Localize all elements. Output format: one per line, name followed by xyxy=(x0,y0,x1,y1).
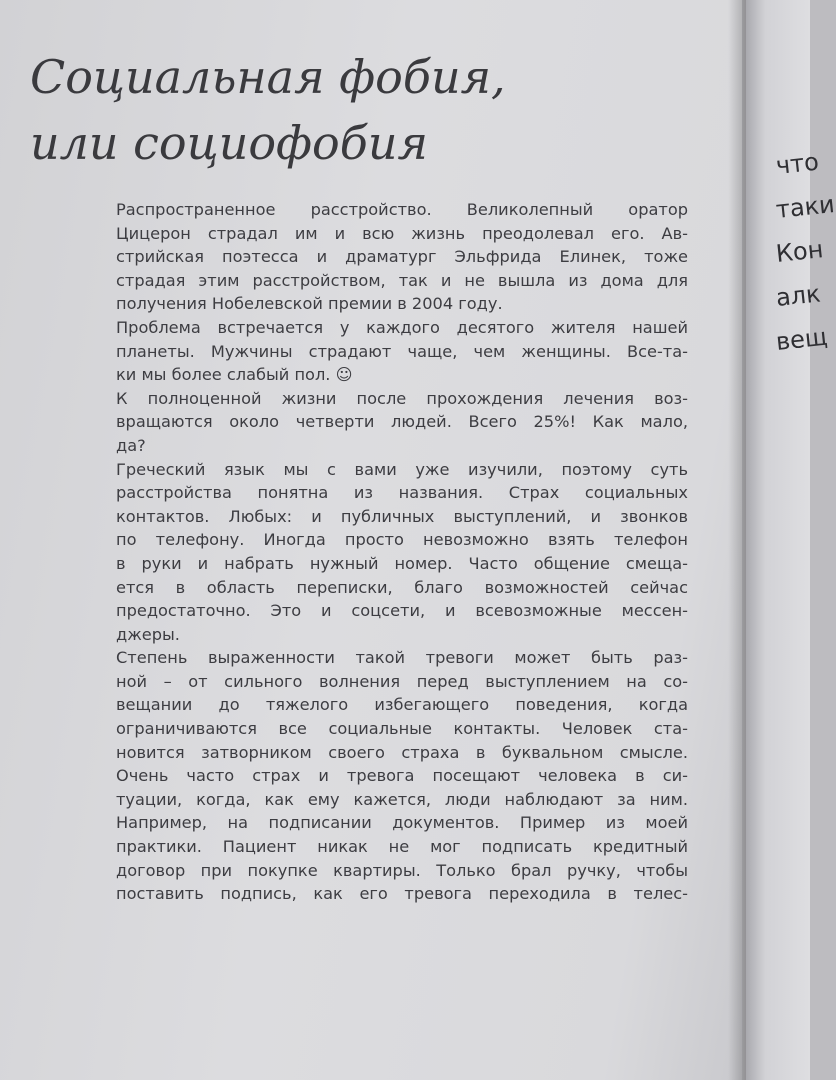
text-line: страдая этим расстройством, так и не вышла из дома для xyxy=(116,270,688,290)
text-line: да? xyxy=(116,435,146,455)
text-line: поставить подпись, как его тревога переходила в телес- xyxy=(116,884,688,904)
text-line: в руки и набрать нужный номер. Часто общение смеща- xyxy=(116,553,688,573)
text-line: практики. Пациент никак не мог подписать кредитный xyxy=(116,837,688,857)
text-line: контактов. Любых: и публичных выступлений, и звонков xyxy=(116,506,688,526)
right-page-fragment: Кон xyxy=(774,235,825,268)
text-line: ки мы более слабый пол. ☺ xyxy=(116,365,353,385)
text-line: Распространенное расстройство. Великолепный оратор xyxy=(116,200,688,219)
chapter-title xyxy=(30,44,720,176)
text-line: джеры. xyxy=(116,624,180,644)
text-line: новится затворником своего страха в буквальном смысле. xyxy=(116,742,688,762)
right-page-fragment: что xyxy=(774,147,821,180)
text-line: вращаются около четверти людей. Всего 25%! Как мало, xyxy=(116,412,688,432)
text-line: К полноценной жизни после прохождения лечения воз- xyxy=(116,388,688,408)
right-page-fragment: алк xyxy=(774,279,822,312)
text-line: Греческий язык мы с вами уже изучили, поэтому суть xyxy=(116,459,688,479)
text-line: получения Нобелевской премии в 2004 году. xyxy=(116,294,503,314)
text-line: Например, на подписании документов. Пример из моей xyxy=(116,813,688,833)
text-line: ной – от сильного волнения перед выступлением на со- xyxy=(116,671,688,691)
right-page xyxy=(746,0,836,1080)
text-line: по телефону. Иногда просто невозможно взять телефон xyxy=(116,530,688,550)
chapter-title-line-2: или социофобия xyxy=(30,116,428,170)
text-line: договор при покупке квартиры. Только брал ручку, чтобы xyxy=(116,860,688,880)
text-line: расстройства понятна из названия. Страх социальных xyxy=(116,483,688,503)
text-line: планеты. Мужчины страдают чаще, чем женщины. Все-та- xyxy=(116,341,688,361)
text-line: ограничиваются все социальные контакты. Человек ста- xyxy=(116,719,688,739)
text-line: Очень часто страх и тревога посещают человека в си- xyxy=(116,766,688,786)
chapter-title-line-1: Социальная фобия, xyxy=(30,50,506,104)
text-line: предостаточно. Это и соцсети, и всевозможные мессен- xyxy=(116,601,688,621)
text-line: стрийская поэтесса и драматург Эльфрида Елинек, тоже xyxy=(116,247,688,267)
text-line: вещании до тяжелого избегающего поведения, когда xyxy=(116,695,688,715)
text-line: Цицерон страдал им и всю жизнь преодолевал его. Ав- xyxy=(116,223,688,243)
right-page-fragment: вещ xyxy=(774,322,829,356)
text-line: Проблема встречается у каждого десятого жителя нашей xyxy=(116,317,688,337)
text-line: Степень выраженности такой тревоги может быть раз- xyxy=(116,648,688,668)
text-line: ется в область переписки, благо возможностей сейчас xyxy=(116,577,688,597)
right-page-fragment: таки xyxy=(774,189,836,224)
text-line: туации, когда, как ему кажется, люди наблюдают за ним. xyxy=(116,789,688,809)
body-text xyxy=(116,198,688,906)
